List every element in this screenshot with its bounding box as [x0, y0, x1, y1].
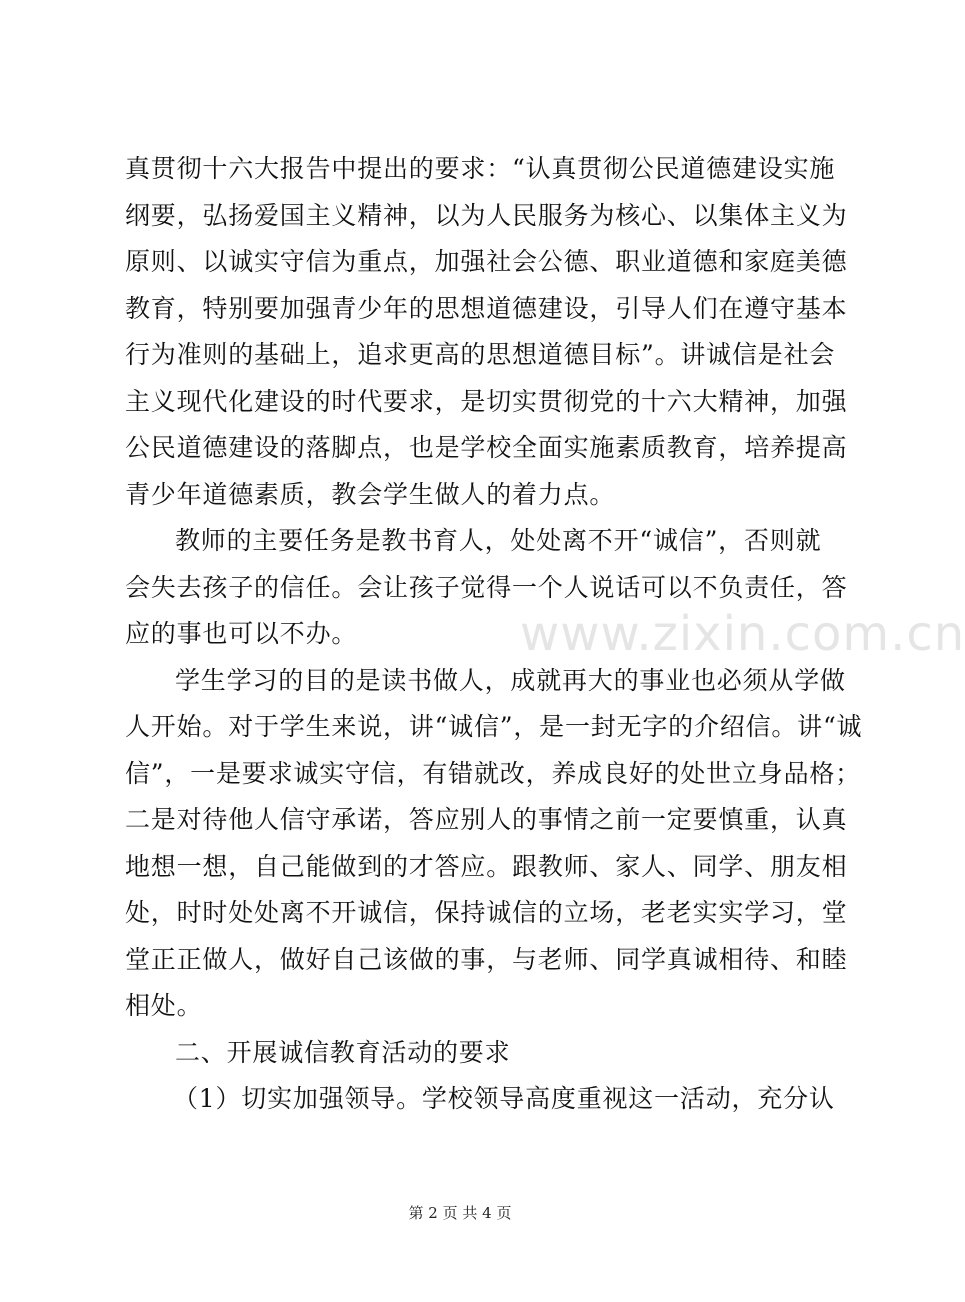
- paragraph-line: 信”，一是要求诚实守信，有错就改，养成良好的处世立身品格；: [125, 758, 861, 788]
- paragraph-line: 应的事也可以不办。: [125, 619, 358, 648]
- paragraph-line: （1）切实加强领导。学校领导高度重视这一活动，充分认: [173, 1084, 835, 1113]
- watermark: www.zixin.com.cn: [520, 606, 965, 662]
- section-heading: 二、开展诚信教育活动的要求: [175, 1037, 511, 1067]
- paragraph-line: 青少年道德素质，教会学生做人的着力点。: [125, 479, 616, 509]
- paragraph-line: 纲要，弘扬爱国主义精神，以为人民服务为核心、以集体主义为: [125, 200, 848, 230]
- paragraph-line: 公民道德建设的落脚点，也是学校全面实施素质教育，培养提高: [125, 433, 848, 462]
- page-footer: 第 2 页 共 4 页: [408, 1204, 512, 1222]
- paragraph-line: 处，时时处处离不开诚信，保持诚信的立场，老老实实学习，堂: [125, 898, 848, 927]
- paragraph-line: 堂正正做人，做好自己该做的事，与老师、同学真诚相待、和睦: [125, 944, 848, 974]
- paragraph-line: 教育，特别要加强青少年的思想道德建设，引导人们在遵守基本: [125, 293, 848, 323]
- paragraph-line: 真贯彻十六大报告中提出的要求：“认真贯彻公民道德建设实施: [125, 154, 836, 183]
- paragraph-line: 会失去孩子的信任。会让孩子觉得一个人说话可以不负责任，答: [125, 572, 848, 602]
- paragraph-line: 学生学习的目的是读书做人，成就再大的事业也必须从学做: [175, 665, 846, 695]
- paragraph-line: 行为准则的基础上，追求更高的思想道德目标”。讲诚信是社会: [125, 340, 836, 369]
- paragraph-line: 相处。: [125, 991, 203, 1020]
- paragraph-line: 原则、以诚实守信为重点，加强社会公德、职业道德和家庭美德: [125, 247, 848, 276]
- paragraph-line: 主义现代化建设的时代要求，是切实贯彻党的十六大精神，加强: [125, 386, 848, 416]
- paragraph-line: 二是对待他人信守承诺，答应别人的事情之前一定要慎重，认真: [125, 805, 848, 834]
- document-body: [125, 146, 863, 1123]
- paragraph-line: 教师的主要任务是教书育人，处处离不开“诚信”，否则就: [175, 526, 822, 555]
- paragraph-line: 人开始。对于学生来说，讲“诚信”，是一封无字的介绍信。讲“诚: [125, 712, 863, 741]
- paragraph-line: 地想一想，自己能做到的才答应。跟教师、家人、同学、朋友相: [125, 851, 848, 881]
